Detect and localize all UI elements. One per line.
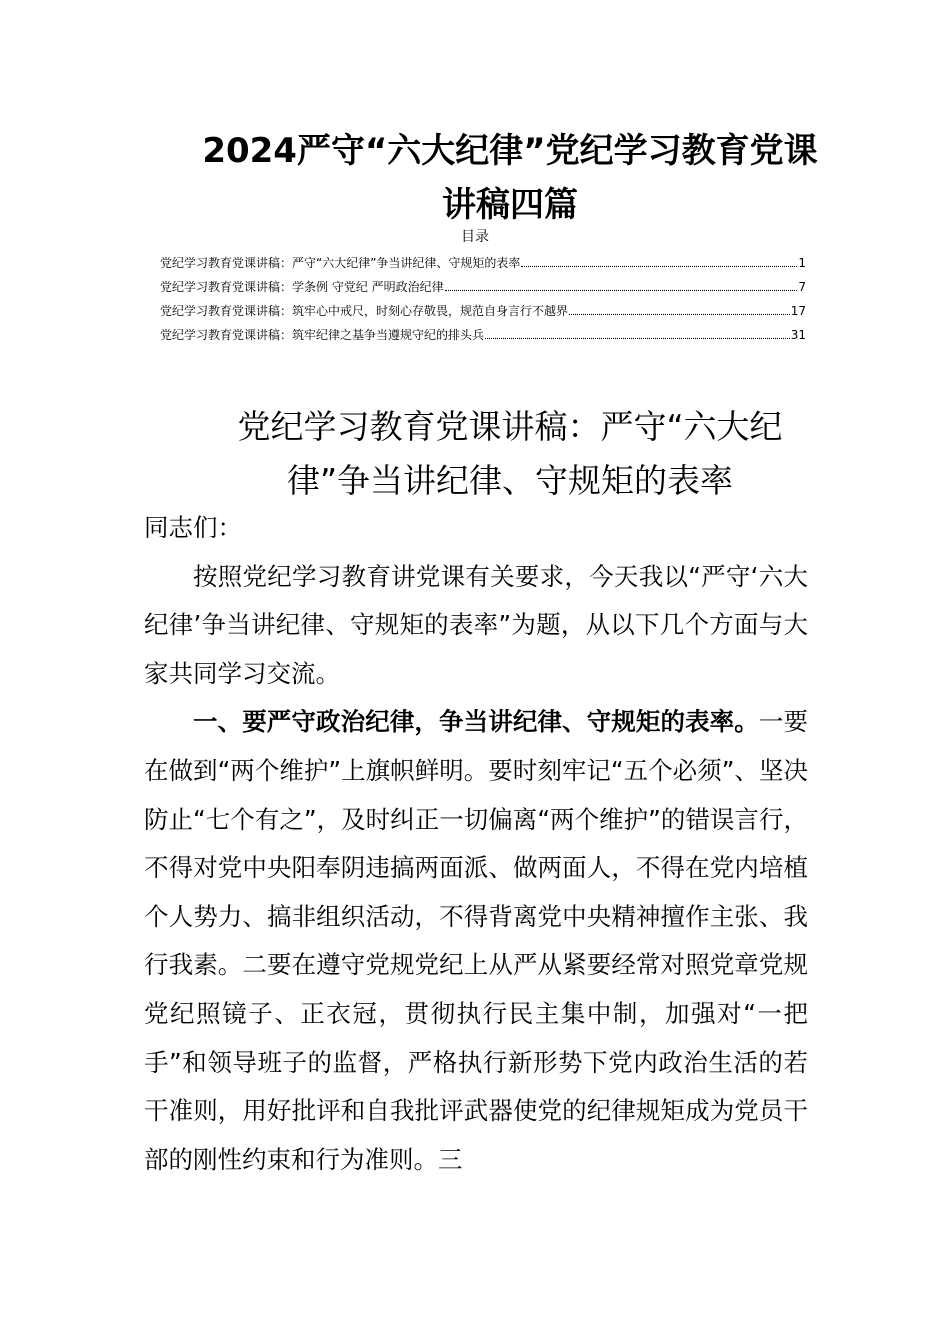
toc-item-page: 17 [790, 304, 806, 318]
toc-item[interactable] [160, 252, 806, 276]
toc-item-page: 1 [798, 256, 806, 270]
toc-heading: 目录 [461, 229, 489, 245]
toc-item-page: 7 [798, 280, 806, 294]
toc-leader-dots [521, 252, 797, 267]
section-title: 党纪学习教育党课讲稿：严守“六大纪律”争当讲纪律、守规矩的表率 [237, 407, 783, 500]
document-title: 2024严守“六大纪律”党纪学习教育党课讲稿四篇 [202, 131, 818, 225]
toc-item[interactable] [160, 324, 806, 348]
toc-leader-dots [569, 300, 790, 315]
toc-leader-dots [445, 276, 798, 291]
toc-item-text: 党纪学习教育党课讲稿：筑牢心中戒尺，时刻心存敬畏，规范自身言行不越界 [160, 304, 569, 318]
point-one-body: 一要在做到“两个维护”上旗帜鲜明。要时刻牢记“五个必须”、坚决防止“七个有之”，及时纠正一切偏离“两个维护”的错误言行，不得对党中央阳奉阴违搞两面派、做两面人，不得在党内培植个人势力、搞非组织活动，不得背离党中央精神擅作主张、我行我素。二要在遵守党规党纪上从严从紧要经常对照党章党规党纪照镜子、正衣冠，贯彻执行民主集中制，加强对“一把手”和领导班子的监督，严格执行新形势下党内政治生活的若干准则，用好批评和自我批评武器使党的纪律规矩成为党员干部的刚性约束和行为准则。三 [144, 707, 809, 1174]
table-of-contents [160, 252, 806, 348]
toc-item-text: 党纪学习教育党课讲稿：筑牢纪律之基争当遵规守纪的排头兵 [160, 328, 485, 342]
toc-item[interactable] [160, 276, 806, 300]
toc-item[interactable] [160, 300, 806, 324]
point-one-paragraph [144, 698, 808, 1184]
toc-item-text: 党纪学习教育党课讲稿：学条例 守党纪 严明政治纪律 [160, 280, 444, 294]
section-body [144, 504, 808, 1184]
salutation: 同志们： [144, 513, 242, 542]
toc-leader-dots [485, 324, 790, 339]
point-one-heading: 一、要严守政治纪律，争当讲纪律、守规矩的表率。 [193, 707, 759, 737]
toc-item-page: 31 [790, 328, 806, 342]
toc-item-text: 党纪学习教育党课讲稿：严守“六大纪律”争当讲纪律、守规矩的表率 [160, 256, 521, 270]
intro-paragraph: 按照党纪学习教育讲党课有关要求，今天我以“严守‘六大纪律’争当讲纪律、守规矩的表率”为题，从以下几个方面与大家共同学习交流。 [144, 561, 808, 688]
